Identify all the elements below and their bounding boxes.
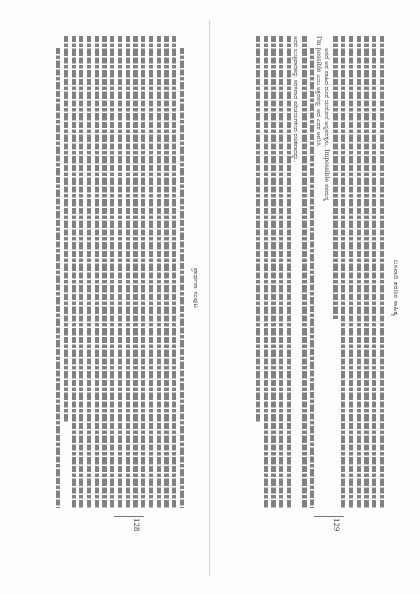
right-running-head: ಬಸವಾದಿ ಶರಣರ ಸಾಹಿತ್ಯ bbox=[392, 259, 400, 317]
text-line bbox=[310, 48, 314, 508]
text-line bbox=[349, 36, 353, 508]
text-line bbox=[380, 36, 384, 508]
quote-line-3: ಅದರ ಲುಚ್ಛವಾದಕನ್ನು ಸರಳವಾದ ಪರಿಚಯಗಳಿಂದ ರಚಿತವಾದದ್ದು. bbox=[291, 36, 299, 163]
text-line bbox=[141, 36, 145, 508]
left-page bbox=[50, 28, 200, 548]
quote-line-2: I'm possible ಎಂಬ ಅಕ್ಷರವನ್ನು ಆದ ಎದರ ಅವನಿಸಿ bbox=[315, 36, 323, 146]
text-line bbox=[126, 36, 130, 508]
text-line bbox=[180, 48, 184, 508]
gutter-line bbox=[209, 20, 210, 576]
text-line bbox=[149, 36, 153, 508]
text-line bbox=[287, 36, 291, 508]
text-line bbox=[271, 36, 275, 508]
text-line bbox=[279, 36, 283, 508]
right-page bbox=[250, 28, 400, 548]
left-folio-rule bbox=[114, 516, 144, 517]
text-line bbox=[333, 36, 337, 319]
text-line bbox=[302, 36, 306, 508]
text-line bbox=[372, 36, 376, 508]
text-line bbox=[102, 36, 106, 508]
text-line bbox=[133, 36, 137, 508]
text-line bbox=[164, 36, 168, 508]
left-page-body bbox=[54, 36, 184, 508]
text-line bbox=[56, 48, 60, 508]
text-line bbox=[357, 36, 361, 508]
right-page-number: 129 bbox=[332, 518, 340, 532]
text-line bbox=[256, 36, 260, 423]
text-line bbox=[118, 36, 122, 508]
text-line bbox=[364, 36, 368, 508]
text-line bbox=[341, 36, 345, 508]
text-line bbox=[72, 36, 76, 508]
quote-line: ಅಸದೆ ಅವ ವಾಹಿದ ದೂರೆ ಯದೋನೆ ಅನ್ನವನಳ್ಳಿಸು, Impossible ಸವದುನ್ನ bbox=[322, 48, 330, 201]
text-line bbox=[110, 36, 114, 508]
right-folio-rule bbox=[314, 516, 344, 517]
text-line bbox=[172, 36, 176, 508]
text-line bbox=[157, 36, 161, 508]
text-line bbox=[64, 36, 68, 423]
right-page-body bbox=[254, 36, 384, 508]
left-page-number: 128 bbox=[132, 518, 140, 532]
text-line bbox=[95, 36, 99, 508]
text-line bbox=[87, 36, 91, 508]
left-running-head: ಪ್ರಾರ್ಥನಾ ಸಂಪುಟ bbox=[192, 267, 200, 309]
text-line bbox=[79, 36, 83, 508]
text-line bbox=[264, 36, 268, 508]
